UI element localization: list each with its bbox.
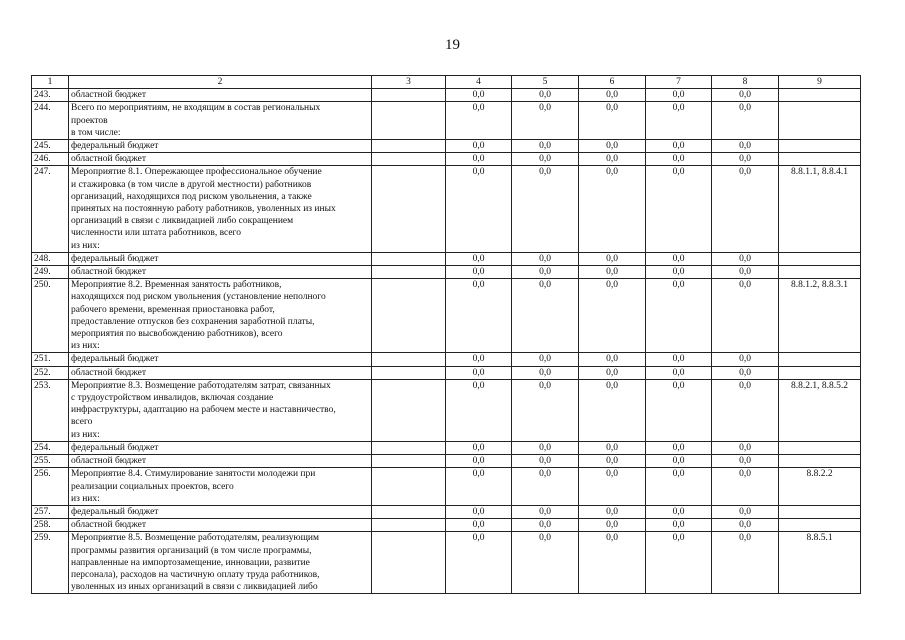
cell-col-5: 0,0 bbox=[512, 455, 579, 468]
cell-col-5: 0,0 bbox=[512, 140, 579, 153]
row-description: областной бюджет bbox=[69, 519, 372, 532]
cell-col-9: 8.8.1.1, 8.8.4.1 bbox=[779, 166, 861, 252]
cell-col-8: 0,0 bbox=[712, 102, 779, 140]
row-number: 250. bbox=[32, 279, 69, 353]
row-description: федеральный бюджет bbox=[69, 353, 372, 366]
row-number: 248. bbox=[32, 252, 69, 265]
cell-col-3 bbox=[372, 89, 446, 102]
cell-col-3 bbox=[372, 166, 446, 252]
cell-col-3 bbox=[372, 519, 446, 532]
cell-col-7: 0,0 bbox=[646, 532, 712, 594]
cell-col-3 bbox=[372, 441, 446, 454]
row-description: федеральный бюджет bbox=[69, 252, 372, 265]
cell-col-3 bbox=[372, 379, 446, 441]
cell-col-5: 0,0 bbox=[512, 353, 579, 366]
table-row bbox=[32, 279, 861, 353]
cell-col-6: 0,0 bbox=[579, 279, 646, 353]
cell-col-8: 0,0 bbox=[712, 441, 779, 454]
cell-col-9 bbox=[779, 353, 861, 366]
column-header: 9 bbox=[779, 76, 861, 89]
row-description: Всего по мероприятиям, не входящим в состав региональных проектов в том числе: bbox=[69, 102, 372, 140]
cell-col-3 bbox=[372, 279, 446, 353]
row-description: федеральный бюджет bbox=[69, 140, 372, 153]
cell-col-7: 0,0 bbox=[646, 153, 712, 166]
cell-col-8: 0,0 bbox=[712, 89, 779, 102]
row-description: Мероприятие 8.1. Опережающее профессиональное обучение и стажировка (в том числе в другой местности) работников организаций, находящихся под риском увольнения, а также принятых на постоянную работу работников, уволенных из иных организаций в связи с ликвидацией либо сокращением численности или штата работников, всего из них: bbox=[69, 166, 372, 252]
row-number: 249. bbox=[32, 266, 69, 279]
cell-col-7: 0,0 bbox=[646, 252, 712, 265]
cell-col-5: 0,0 bbox=[512, 166, 579, 252]
row-description: областной бюджет bbox=[69, 266, 372, 279]
cell-col-5: 0,0 bbox=[512, 366, 579, 379]
row-description: Мероприятие 8.2. Временная занятость работников, находящихся под риском увольнения (установление неполного рабочего времени, временная приостановка работ, предоставление отпусков без сохранения заработной платы, мероприятия по высвобождению работников), всего из них: bbox=[69, 279, 372, 353]
cell-col-9: 8.8.2.1, 8.8.5.2 bbox=[779, 379, 861, 441]
row-number: 259. bbox=[32, 532, 69, 594]
cell-col-4: 0,0 bbox=[446, 153, 512, 166]
cell-col-5: 0,0 bbox=[512, 468, 579, 506]
table-row bbox=[32, 532, 861, 594]
cell-col-7: 0,0 bbox=[646, 353, 712, 366]
row-number: 246. bbox=[32, 153, 69, 166]
cell-col-6: 0,0 bbox=[579, 140, 646, 153]
cell-col-8: 0,0 bbox=[712, 366, 779, 379]
column-header: 8 bbox=[712, 76, 779, 89]
cell-col-4: 0,0 bbox=[446, 519, 512, 532]
cell-col-7: 0,0 bbox=[646, 519, 712, 532]
cell-col-4: 0,0 bbox=[446, 252, 512, 265]
cell-col-6: 0,0 bbox=[579, 89, 646, 102]
cell-col-6: 0,0 bbox=[579, 468, 646, 506]
cell-col-9 bbox=[779, 252, 861, 265]
row-number: 252. bbox=[32, 366, 69, 379]
cell-col-6: 0,0 bbox=[579, 532, 646, 594]
table-row bbox=[32, 140, 861, 153]
row-number: 247. bbox=[32, 166, 69, 252]
column-header: 4 bbox=[446, 76, 512, 89]
cell-col-8: 0,0 bbox=[712, 279, 779, 353]
cell-col-8: 0,0 bbox=[712, 353, 779, 366]
table-row bbox=[32, 505, 861, 518]
cell-col-8: 0,0 bbox=[712, 468, 779, 506]
row-number: 258. bbox=[32, 519, 69, 532]
cell-col-6: 0,0 bbox=[579, 366, 646, 379]
cell-col-4: 0,0 bbox=[446, 468, 512, 506]
table-row bbox=[32, 102, 861, 140]
cell-col-4: 0,0 bbox=[446, 505, 512, 518]
cell-col-8: 0,0 bbox=[712, 455, 779, 468]
budget-table bbox=[31, 75, 861, 594]
cell-col-6: 0,0 bbox=[579, 102, 646, 140]
cell-col-9 bbox=[779, 441, 861, 454]
cell-col-6: 0,0 bbox=[579, 455, 646, 468]
cell-col-5: 0,0 bbox=[512, 102, 579, 140]
row-number: 244. bbox=[32, 102, 69, 140]
row-description: федеральный бюджет bbox=[69, 441, 372, 454]
cell-col-8: 0,0 bbox=[712, 379, 779, 441]
cell-col-4: 0,0 bbox=[446, 441, 512, 454]
cell-col-5: 0,0 bbox=[512, 266, 579, 279]
table-row bbox=[32, 252, 861, 265]
cell-col-3 bbox=[372, 140, 446, 153]
cell-col-3 bbox=[372, 468, 446, 506]
cell-col-8: 0,0 bbox=[712, 505, 779, 518]
cell-col-3 bbox=[372, 366, 446, 379]
cell-col-9 bbox=[779, 505, 861, 518]
cell-col-9 bbox=[779, 102, 861, 140]
column-header: 7 bbox=[646, 76, 712, 89]
cell-col-7: 0,0 bbox=[646, 266, 712, 279]
cell-col-3 bbox=[372, 266, 446, 279]
cell-col-4: 0,0 bbox=[446, 266, 512, 279]
cell-col-4: 0,0 bbox=[446, 279, 512, 353]
cell-col-9 bbox=[779, 266, 861, 279]
cell-col-5: 0,0 bbox=[512, 505, 579, 518]
table-row bbox=[32, 519, 861, 532]
row-number: 251. bbox=[32, 353, 69, 366]
page-number: 19 bbox=[445, 37, 460, 53]
table-row bbox=[32, 366, 861, 379]
cell-col-7: 0,0 bbox=[646, 279, 712, 353]
cell-col-8: 0,0 bbox=[712, 166, 779, 252]
cell-col-3 bbox=[372, 505, 446, 518]
row-description: Мероприятие 8.3. Возмещение работодателям затрат, связанных с трудоустройством инвалидов, включая создание инфраструктуры, адаптацию на рабочем месте и наставничество, всего из них: bbox=[69, 379, 372, 441]
cell-col-3 bbox=[372, 532, 446, 594]
cell-col-3 bbox=[372, 102, 446, 140]
cell-col-7: 0,0 bbox=[646, 468, 712, 506]
row-number: 257. bbox=[32, 505, 69, 518]
cell-col-9 bbox=[779, 455, 861, 468]
cell-col-8: 0,0 bbox=[712, 140, 779, 153]
cell-col-3 bbox=[372, 455, 446, 468]
column-header: 6 bbox=[579, 76, 646, 89]
cell-col-4: 0,0 bbox=[446, 140, 512, 153]
cell-col-7: 0,0 bbox=[646, 366, 712, 379]
cell-col-5: 0,0 bbox=[512, 519, 579, 532]
row-number: 243. bbox=[32, 89, 69, 102]
cell-col-6: 0,0 bbox=[579, 266, 646, 279]
cell-col-7: 0,0 bbox=[646, 166, 712, 252]
column-header: 5 bbox=[512, 76, 579, 89]
cell-col-9 bbox=[779, 153, 861, 166]
cell-col-6: 0,0 bbox=[579, 505, 646, 518]
cell-col-4: 0,0 bbox=[446, 353, 512, 366]
cell-col-7: 0,0 bbox=[646, 441, 712, 454]
row-number: 253. bbox=[32, 379, 69, 441]
row-description: Мероприятие 8.5. Возмещение работодателям, реализующим программы развития организаций (в том числе программы, направленные на импортозамещение, инновации, развитие персонала), расходов на частичную оплату труда работников, уволенных из иных организаций в связи с ликвидацией либо bbox=[69, 532, 372, 594]
cell-col-4: 0,0 bbox=[446, 89, 512, 102]
cell-col-6: 0,0 bbox=[579, 379, 646, 441]
cell-col-6: 0,0 bbox=[579, 153, 646, 166]
row-description: областной бюджет bbox=[69, 455, 372, 468]
cell-col-6: 0,0 bbox=[579, 519, 646, 532]
cell-col-5: 0,0 bbox=[512, 441, 579, 454]
cell-col-5: 0,0 bbox=[512, 532, 579, 594]
column-header: 1 bbox=[32, 76, 69, 89]
cell-col-3 bbox=[372, 252, 446, 265]
cell-col-6: 0,0 bbox=[579, 353, 646, 366]
cell-col-6: 0,0 bbox=[579, 441, 646, 454]
cell-col-8: 0,0 bbox=[712, 153, 779, 166]
cell-col-6: 0,0 bbox=[579, 252, 646, 265]
row-number: 254. bbox=[32, 441, 69, 454]
table-row bbox=[32, 153, 861, 166]
cell-col-4: 0,0 bbox=[446, 102, 512, 140]
cell-col-9 bbox=[779, 366, 861, 379]
cell-col-7: 0,0 bbox=[646, 89, 712, 102]
table-row bbox=[32, 166, 861, 252]
row-description: областной бюджет bbox=[69, 153, 372, 166]
cell-col-5: 0,0 bbox=[512, 252, 579, 265]
cell-col-9: 8.8.5.1 bbox=[779, 532, 861, 594]
cell-col-7: 0,0 bbox=[646, 140, 712, 153]
cell-col-9 bbox=[779, 519, 861, 532]
cell-col-4: 0,0 bbox=[446, 455, 512, 468]
cell-col-4: 0,0 bbox=[446, 379, 512, 441]
row-description: областной бюджет bbox=[69, 366, 372, 379]
column-header: 2 bbox=[69, 76, 372, 89]
row-description: федеральный бюджет bbox=[69, 505, 372, 518]
table-row bbox=[32, 455, 861, 468]
header-row bbox=[32, 76, 861, 89]
row-description: областной бюджет bbox=[69, 89, 372, 102]
cell-col-5: 0,0 bbox=[512, 379, 579, 441]
cell-col-3 bbox=[372, 353, 446, 366]
row-number: 255. bbox=[32, 455, 69, 468]
table-row bbox=[32, 441, 861, 454]
column-header: 3 bbox=[372, 76, 446, 89]
table-row bbox=[32, 468, 861, 506]
cell-col-9: 8.8.1.2, 8.8.3.1 bbox=[779, 279, 861, 353]
cell-col-7: 0,0 bbox=[646, 379, 712, 441]
table-row bbox=[32, 89, 861, 102]
cell-col-7: 0,0 bbox=[646, 505, 712, 518]
cell-col-7: 0,0 bbox=[646, 455, 712, 468]
cell-col-8: 0,0 bbox=[712, 532, 779, 594]
cell-col-8: 0,0 bbox=[712, 519, 779, 532]
table-row bbox=[32, 379, 861, 441]
cell-col-3 bbox=[372, 153, 446, 166]
table-row bbox=[32, 353, 861, 366]
cell-col-4: 0,0 bbox=[446, 532, 512, 594]
row-number: 245. bbox=[32, 140, 69, 153]
cell-col-5: 0,0 bbox=[512, 89, 579, 102]
cell-col-8: 0,0 bbox=[712, 266, 779, 279]
cell-col-9: 8.8.2.2 bbox=[779, 468, 861, 506]
row-description: Мероприятие 8.4. Стимулирование занятости молодежи при реализации социальных проектов, всего из них: bbox=[69, 468, 372, 506]
cell-col-7: 0,0 bbox=[646, 102, 712, 140]
cell-col-9 bbox=[779, 140, 861, 153]
table-row bbox=[32, 266, 861, 279]
cell-col-4: 0,0 bbox=[446, 166, 512, 252]
cell-col-6: 0,0 bbox=[579, 166, 646, 252]
cell-col-5: 0,0 bbox=[512, 279, 579, 353]
row-number: 256. bbox=[32, 468, 69, 506]
cell-col-5: 0,0 bbox=[512, 153, 579, 166]
cell-col-4: 0,0 bbox=[446, 366, 512, 379]
cell-col-9 bbox=[779, 89, 861, 102]
cell-col-8: 0,0 bbox=[712, 252, 779, 265]
